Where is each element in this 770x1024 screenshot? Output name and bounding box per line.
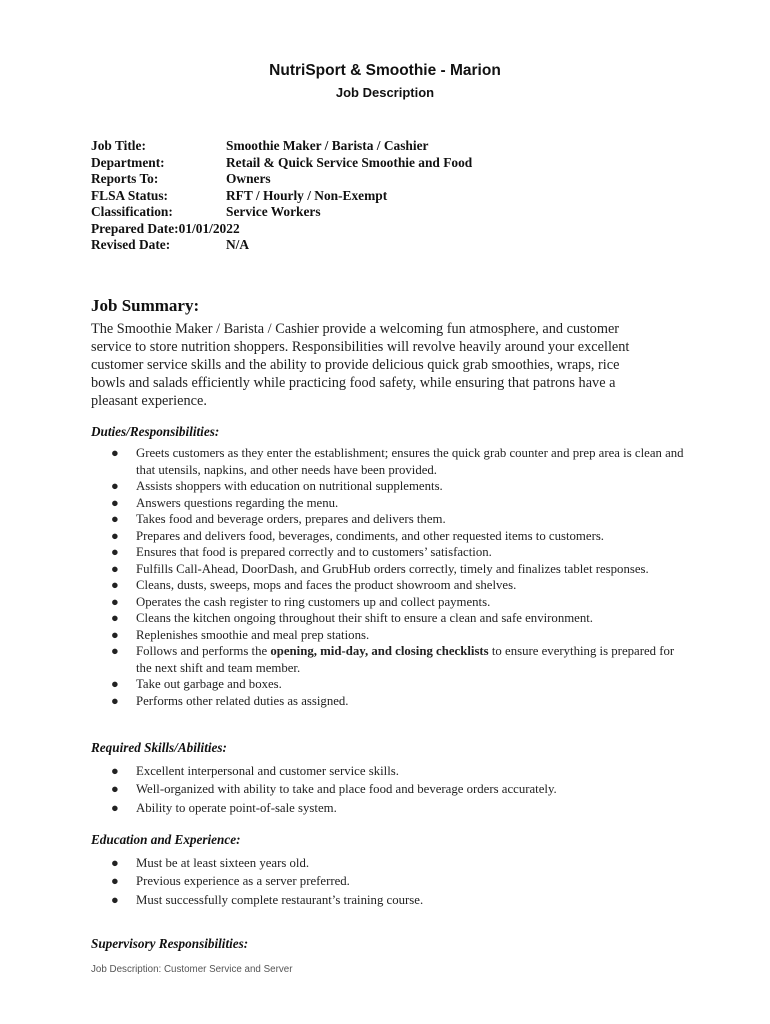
list-item-text: Replenishes smoothie and meal prep stations. xyxy=(136,627,370,642)
list-item xyxy=(91,643,691,676)
education-list xyxy=(91,854,691,909)
checklists-emphasis: opening, mid-day, and closing checklists xyxy=(270,644,489,658)
revised-date-label: Revised Date: xyxy=(91,237,171,252)
summary-line: customer service skills and the ability to provide delicious quick grab smoothies, wraps, rice xyxy=(91,357,620,373)
classification-value: Service Workers xyxy=(226,204,321,219)
bullet-icon: ● xyxy=(111,677,119,691)
job-info-block xyxy=(91,138,691,254)
reports-to-value: Owners xyxy=(226,171,271,186)
list-item xyxy=(91,495,691,512)
flsa-label: FLSA Status: xyxy=(91,187,169,203)
bullet-icon: ● xyxy=(111,561,119,576)
document-title: NutriSport & Smoothie - Marion xyxy=(269,62,501,79)
bullet-icon: ● xyxy=(111,512,119,526)
list-item xyxy=(91,854,691,872)
list-item-text: Previous experience as a server preferred. xyxy=(136,874,350,889)
bullet-icon: ● xyxy=(111,446,119,460)
list-item-text: Excellent interpersonal and customer service skills. xyxy=(136,764,399,778)
document-subtitle: Job Description xyxy=(335,85,435,100)
info-row-revised-date xyxy=(91,237,691,254)
bullet-icon: ● xyxy=(111,479,119,493)
list-item-text: Must successfully complete restaurant’s training course. xyxy=(136,892,424,907)
list-item xyxy=(91,762,691,780)
list-item xyxy=(91,561,691,578)
summary-line: service to store nutrition shoppers. Responsibilities will revolve heavily around your excellent xyxy=(91,339,630,355)
list-item xyxy=(91,693,691,710)
flsa-value: RFT / Hourly / Non-Exempt xyxy=(226,187,388,203)
info-row-flsa xyxy=(91,188,691,205)
list-item xyxy=(91,528,691,545)
duties-heading: Duties/Responsibilities: xyxy=(91,424,220,439)
bullet-icon: ● xyxy=(111,892,119,907)
list-item-text: Ensures that food is prepared correctly and to customers’ satisfaction. xyxy=(136,545,492,559)
job-summary-heading: Job Summary: xyxy=(91,296,200,315)
list-item-text: Fulfills Call-Ahead, DoorDash, and GrubHub orders correctly, timely and finalizes tablet responses. xyxy=(136,561,649,576)
info-row-classification xyxy=(91,204,691,221)
list-item-text: Ability to operate point-of-sale system. xyxy=(136,800,337,815)
list-item-text: Operates the cash register to ring customers up and collect payments. xyxy=(136,594,491,609)
bullet-icon: ● xyxy=(111,644,119,658)
duties-list xyxy=(91,445,691,709)
classification-label: Classification: xyxy=(91,204,173,219)
bullet-icon: ● xyxy=(111,578,119,592)
bullet-icon: ● xyxy=(111,594,119,609)
list-item-text: to ensure everything is prepared for the next shift and team member. xyxy=(136,644,675,675)
list-item xyxy=(91,872,691,890)
list-item-text: Answers questions regarding the menu. xyxy=(136,495,339,510)
list-item-text: Prepares and delivers food, beverages, condiments, and other requested items to customers. xyxy=(136,528,605,543)
list-item xyxy=(91,544,691,561)
job-title-label: Job Title: xyxy=(91,138,146,153)
list-item-text: Must be at least sixteen years old. xyxy=(136,856,310,870)
department-value: Retail & Quick Service Smoothie and Food xyxy=(226,154,473,170)
list-item xyxy=(91,891,691,909)
bullet-icon: ● xyxy=(111,693,119,708)
list-item-text: Well-organized with ability to take and place food and beverage orders accurately. xyxy=(136,782,557,797)
list-item xyxy=(91,445,691,478)
department-label: Department: xyxy=(91,154,165,170)
bullet-icon: ● xyxy=(111,627,119,642)
job-summary-text xyxy=(91,320,671,410)
list-item xyxy=(91,627,691,644)
bullet-icon: ● xyxy=(111,545,119,559)
info-row-reports-to xyxy=(91,171,691,188)
list-item xyxy=(91,478,691,495)
list-item-text: Greets customers as they enter the establishment; ensures the quick grab counter and prep area is clean and that utensils, napkins, and other needs have been provided. xyxy=(136,446,684,477)
info-row-department xyxy=(91,155,691,172)
list-item-text: Cleans, dusts, sweeps, mops and faces the product showroom and shelves. xyxy=(136,578,517,592)
reports-to-label: Reports To: xyxy=(91,171,159,186)
bullet-icon: ● xyxy=(111,764,119,778)
bullet-icon: ● xyxy=(111,800,119,815)
job-title-value: Smoothie Maker / Barista / Cashier xyxy=(226,138,429,153)
skills-heading: Required Skills/Abilities: xyxy=(91,740,227,755)
supervisory-heading: Supervisory Responsibilities: xyxy=(91,936,249,951)
list-item xyxy=(91,780,691,798)
list-item-text: Take out garbage and boxes. xyxy=(136,677,282,691)
list-item-text: Cleans the kitchen ongoing throughout their shift to ensure a clean and safe environment. xyxy=(136,611,594,625)
list-item xyxy=(91,799,691,817)
summary-line: The Smoothie Maker / Barista / Cashier provide a welcoming fun atmosphere, and customer xyxy=(91,321,620,337)
bullet-icon: ● xyxy=(111,782,119,797)
bullet-icon: ● xyxy=(111,528,119,543)
list-item xyxy=(91,577,691,594)
list-item xyxy=(91,676,691,693)
info-row-prepared-date xyxy=(91,221,691,238)
list-item xyxy=(91,594,691,611)
list-item-text: Performs other related duties as assigned. xyxy=(136,693,349,708)
info-row-job-title xyxy=(91,138,691,155)
list-item-text: Assists shoppers with education on nutritional supplements. xyxy=(136,479,443,493)
bullet-icon: ● xyxy=(111,874,119,889)
education-heading: Education and Experience: xyxy=(91,832,241,847)
revised-date-value: N/A xyxy=(226,237,250,252)
skills-list xyxy=(91,762,691,817)
list-item xyxy=(91,511,691,528)
summary-line: pleasant experience. xyxy=(91,393,207,409)
summary-line: bowls and salads efficiently while practicing food safety, while ensuring that patrons have a xyxy=(91,375,616,391)
list-item xyxy=(91,610,691,627)
page-footer: Job Description: Customer Service and Server xyxy=(91,964,293,975)
prepared-date-text: Prepared Date:01/01/2022 xyxy=(91,220,240,236)
bullet-icon: ● xyxy=(111,856,119,870)
list-item-text: Takes food and beverage orders, prepares and delivers them. xyxy=(136,512,446,526)
bullet-icon: ● xyxy=(111,611,119,625)
bullet-icon: ● xyxy=(111,495,119,510)
list-item-text: Follows and performs the xyxy=(136,644,271,658)
